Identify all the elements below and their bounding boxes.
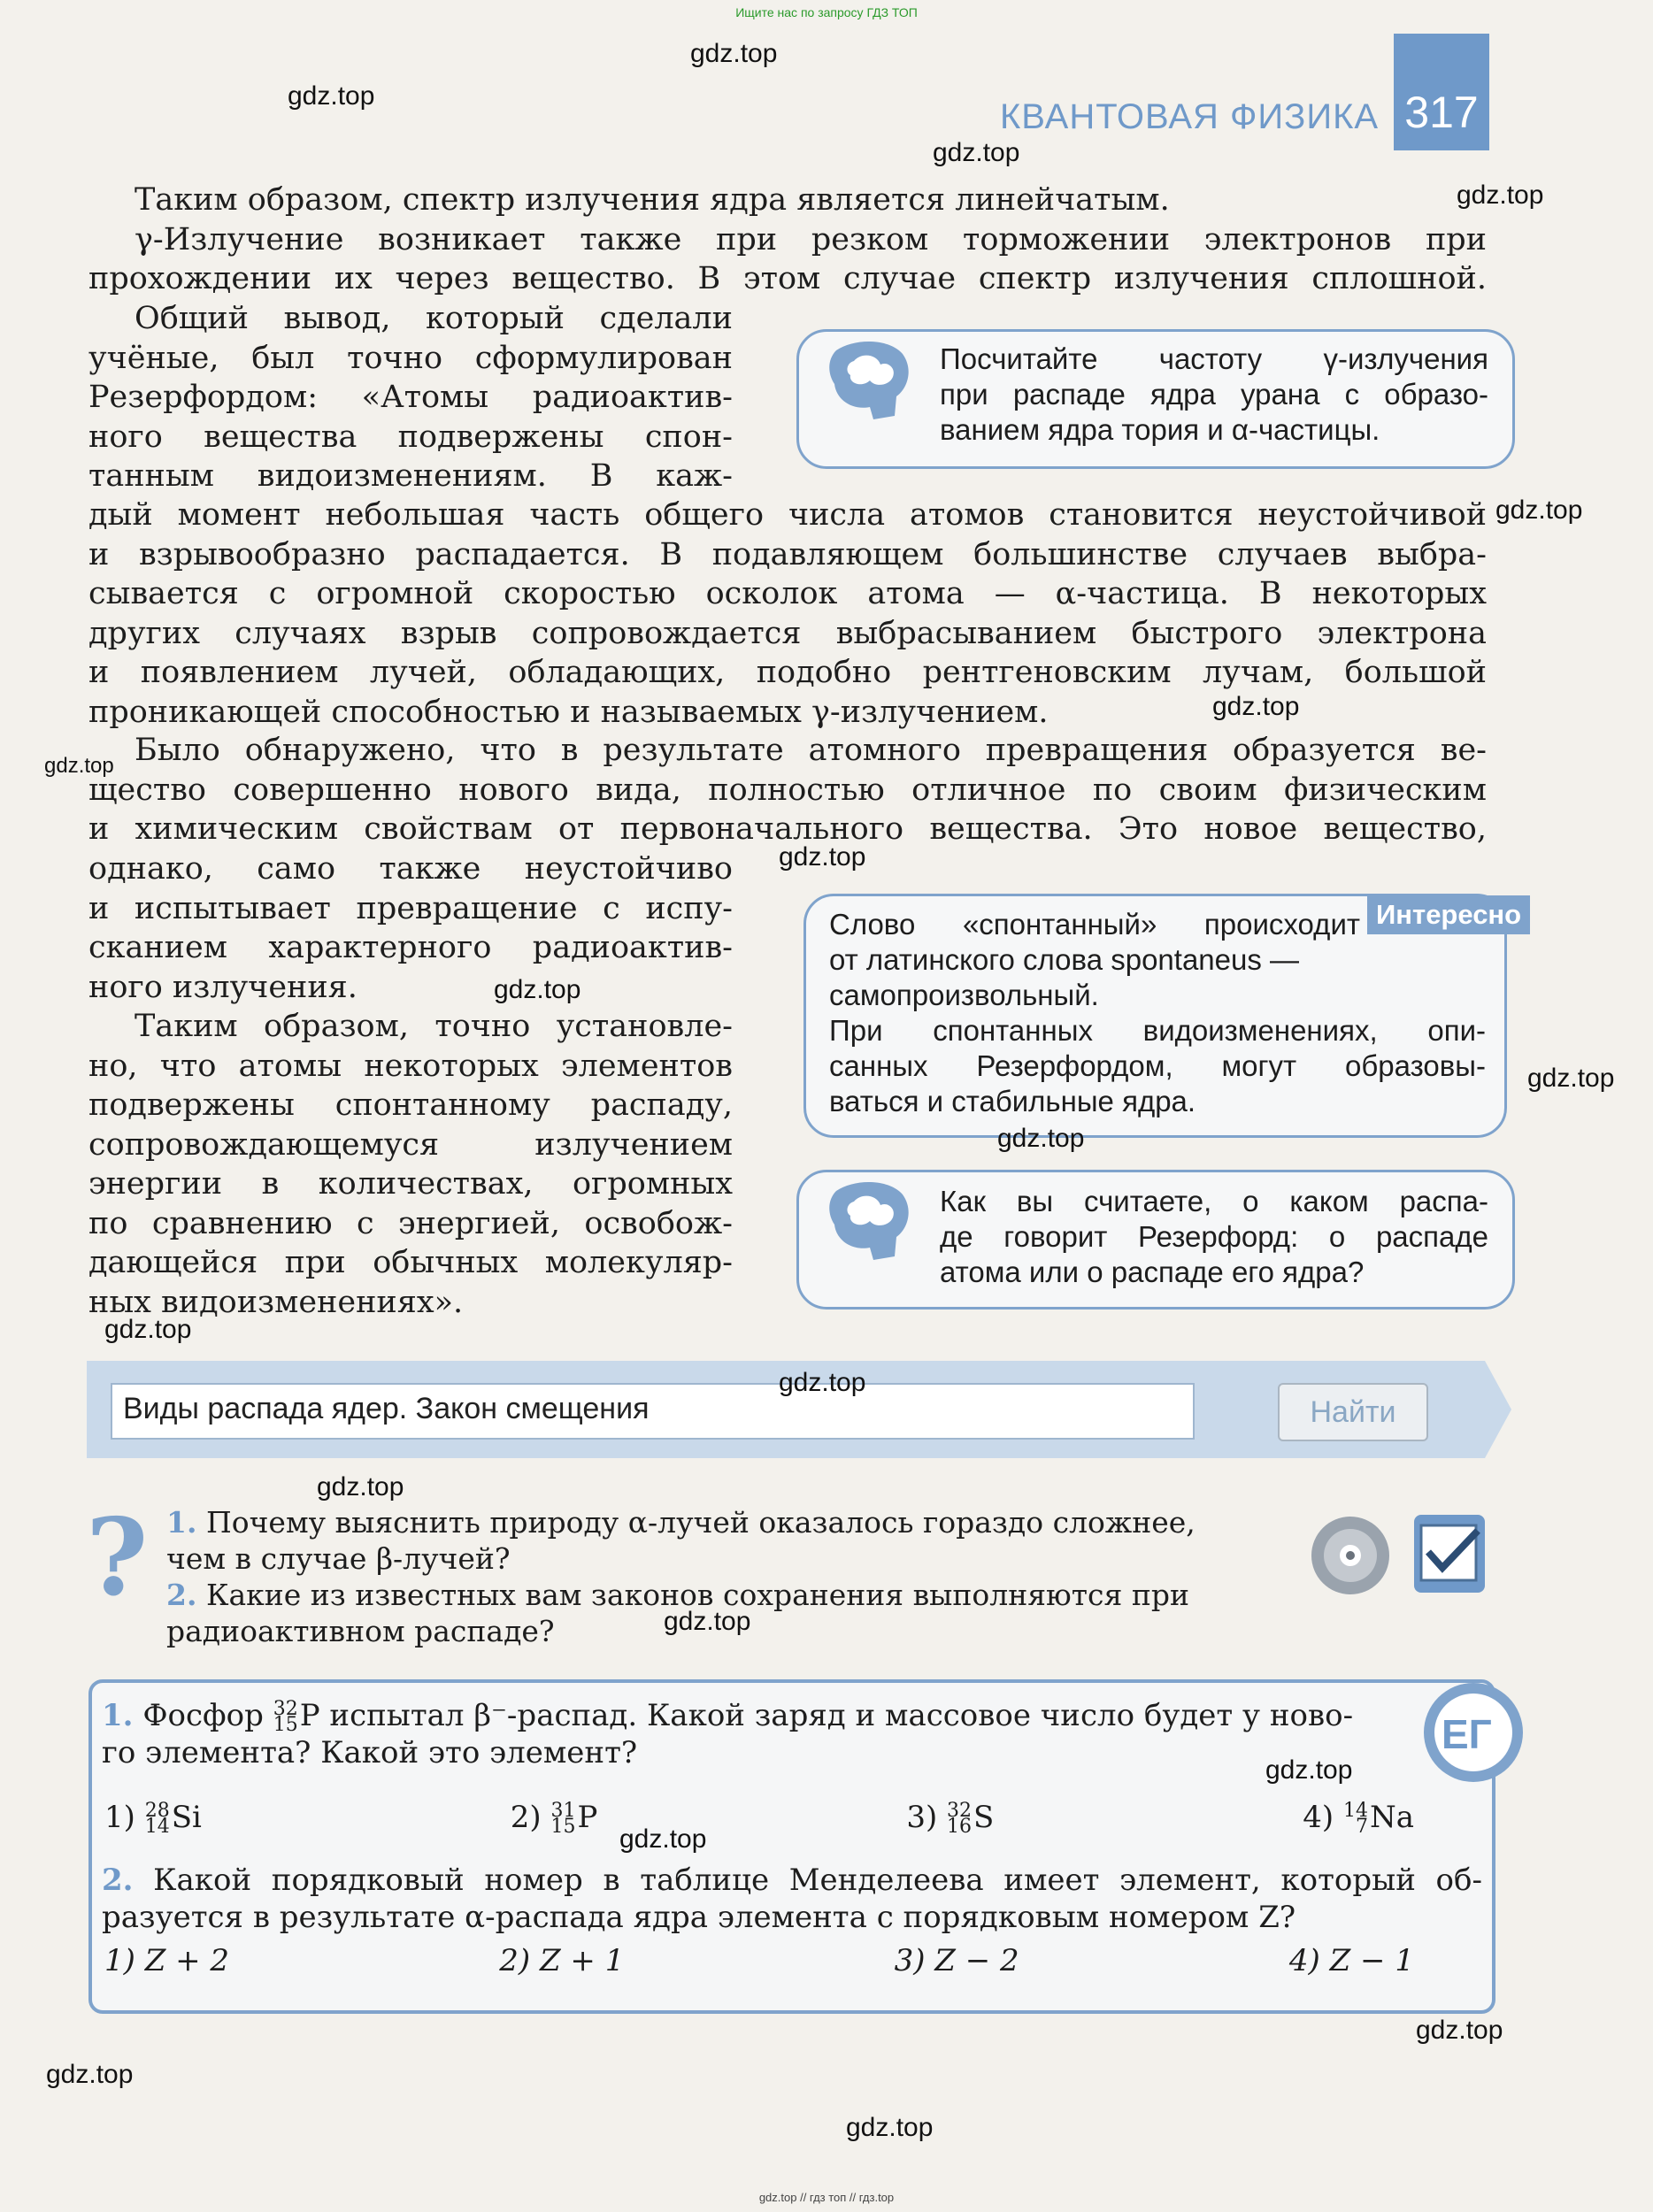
- text-line: ванием ядра тория и α-частицы.: [940, 413, 1380, 446]
- text-line: дый момент небольшая часть общего числа атомов становится неустойчивой: [88, 497, 1487, 533]
- question-text: чем в случае β-лучей?: [166, 1541, 511, 1576]
- test-options-1: [104, 1799, 1414, 1836]
- question-text: радиоактивном распаде?: [166, 1614, 555, 1648]
- text-line: самопроизвольный.: [829, 979, 1099, 1011]
- paragraph-2-narrow: [88, 299, 733, 496]
- text-line: учёные, был точно сформулирован: [88, 340, 733, 376]
- interesting-badge: Интересно: [1367, 895, 1530, 934]
- text-line: энергии в количествах, огромных: [88, 1166, 733, 1202]
- answer-option[interactable]: 3) 32 16S: [906, 1800, 995, 1838]
- search-button[interactable]: Найти: [1278, 1383, 1428, 1441]
- thinking-head-icon: [819, 1175, 918, 1274]
- answer-option[interactable]: 1) Z + 2: [104, 1943, 230, 1978]
- text-line: Было обнаружено, что в результате атомного превращения образуется ве-: [135, 733, 1487, 768]
- watermark: gdz.top: [1265, 1755, 1353, 1785]
- test-question-number: 1.: [102, 1698, 134, 1733]
- question-mark-icon: [84, 1504, 146, 1610]
- text-line: и появлением лучей, обладающих, подобно рентгеновским лучам, большой: [88, 655, 1487, 690]
- paragraph-3-wide: [88, 731, 1487, 849]
- watermark: gdz.top: [1457, 180, 1544, 210]
- question-text: Почему выяснить природу α-лучей оказалось гораздо сложнее,: [205, 1505, 1196, 1540]
- text-line: Посчитайте частоту γ-излучения: [940, 342, 1488, 375]
- text-line: танным видоизменениям. В каж-: [88, 458, 733, 494]
- text-line: дающейся при обычных молекуляр-: [88, 1245, 733, 1280]
- watermark: gdz.top: [933, 138, 1020, 167]
- paragraph-1: [88, 180, 1487, 299]
- text-line: сопровождающемуся излучением: [88, 1126, 733, 1163]
- answer-option[interactable]: 4) 14 7Na: [1303, 1800, 1414, 1838]
- test-question-line: [102, 1862, 1482, 1899]
- test-text: разуется в результате α-распада ядра элемента с порядковым номером Z?: [102, 1900, 1296, 1935]
- checklist-icon: [1412, 1513, 1487, 1594]
- text-line: ваться и стабильные ядра.: [829, 1085, 1196, 1118]
- watermark: gdz.top: [1495, 495, 1583, 525]
- text-line: прохождении их через вещество. В этом случае спектр излучения сплошной.: [88, 261, 1487, 296]
- text-line: щество совершенно нового вида, полностью отличное по своим физическим: [88, 772, 1487, 808]
- element-symbol: P: [299, 1698, 320, 1733]
- top-note: Ищите нас по запросу ГДЗ ТОП: [735, 5, 918, 19]
- text-line: Слово «спонтанный» происходит: [829, 908, 1360, 941]
- watermark: gdz.top: [1527, 1064, 1615, 1093]
- answer-option[interactable]: 3) Z − 2: [894, 1943, 1019, 1978]
- text-line: по сравнению с энергией, освобож-: [88, 1205, 733, 1241]
- thinking-head-icon: [819, 334, 918, 434]
- text-line: Как вы считаете, о каком распа-: [940, 1185, 1488, 1217]
- svg-text:ЕГ: ЕГ: [1442, 1711, 1492, 1757]
- text-line: атома или о распаде его ядра?: [940, 1256, 1365, 1288]
- question-item: [166, 1504, 1290, 1540]
- text-line: и взрывообразно распадается. В подавляющем большинстве случаев выбра-: [88, 536, 1487, 572]
- text-line: других случаях взрыв сопровождается выбрасыванием быстрого электрона: [88, 615, 1487, 651]
- test-options-2: [104, 1942, 1414, 1979]
- section-title: КВАНТОВАЯ ФИЗИКА: [1000, 97, 1380, 136]
- text-line: ных видоизменениях».: [88, 1284, 464, 1320]
- svg-text:?: ?: [86, 1504, 146, 1610]
- watermark: gdz.top: [1212, 692, 1300, 721]
- text-line: Общий вывод, который сделали: [135, 301, 733, 336]
- answer-option[interactable]: 2) Z + 1: [499, 1943, 625, 1978]
- text-line: от латинского слова spontaneus —: [829, 943, 1300, 976]
- text-line: и химическим свойствам от первоначального вещества. Это новое вещество,: [88, 811, 1487, 847]
- test-question-number: 2.: [102, 1863, 134, 1898]
- watermark: gdz.top: [779, 842, 866, 872]
- watermark: gdz.top: [494, 975, 581, 1004]
- watermark: gdz.top: [288, 81, 375, 111]
- text-line: де говорит Резерфорд: о распаде: [940, 1220, 1488, 1253]
- text-line: сывается с огромной скоростью осколок атома — α-частица. В некоторых: [88, 576, 1487, 611]
- text-line: Резерфордом: «Атомы радиоактив-: [88, 380, 733, 415]
- page-number: 317: [1404, 88, 1479, 137]
- paragraph-3-narrow: [88, 849, 733, 1007]
- text-line: однако, само также неустойчиво: [88, 851, 733, 887]
- watermark: gdz.top: [104, 1315, 192, 1344]
- watermark: gdz.top: [619, 1824, 707, 1854]
- interesting-box-text: [829, 907, 1486, 1119]
- nuclide-label: 32 15: [273, 1698, 298, 1736]
- test-question-line: [102, 1697, 1420, 1734]
- watermark: gdz.top: [690, 39, 778, 68]
- question-text: Какие из известных вам законов сохранения выполняются при: [205, 1578, 1189, 1612]
- watermark: gdz.top: [44, 754, 114, 778]
- test-text: Какой порядковый номер в таблице Менделеева имеет элемент, который об-: [153, 1863, 1482, 1898]
- watermark: gdz.top: [1416, 2016, 1503, 2045]
- text-line: но, что атомы некоторых элементов: [88, 1048, 733, 1084]
- text-line: ного вещества подвержены спон-: [88, 419, 733, 455]
- text-line: проникающей способностью и называемых γ-излучением.: [88, 694, 1049, 730]
- test-question-1: [102, 1697, 1420, 1771]
- task-box-1-text: [940, 342, 1488, 448]
- watermark: gdz.top: [779, 1368, 866, 1397]
- text-line: Таким образом, точно установле-: [135, 1009, 733, 1044]
- watermark: gdz.top: [317, 1472, 404, 1502]
- text-line: Таким образом, спектр излучения ядра является линейчатым.: [135, 182, 1170, 218]
- watermark: gdz.top: [846, 2113, 934, 2142]
- text-line: при распаде ядра урана с образо-: [940, 378, 1488, 411]
- watermark: gdz.top: [997, 1124, 1085, 1153]
- text-line: ного излучения.: [88, 969, 358, 1005]
- task-box-2-text: [940, 1184, 1488, 1290]
- search-input[interactable]: Виды распада ядер. Закон смещения: [111, 1383, 1195, 1440]
- bottom-note: gdz.top // гдз топ // гдз.top: [758, 2191, 895, 2204]
- watermark: gdz.top: [46, 2060, 134, 2089]
- answer-option[interactable]: 2) 31 15P: [510, 1800, 598, 1838]
- test-question-2: [102, 1862, 1482, 1936]
- question-number: 2.: [166, 1578, 197, 1612]
- paragraph-4: [88, 1007, 733, 1322]
- search-bar-arrow: [1485, 1361, 1511, 1458]
- text-line: сканием характерного радиоактив-: [88, 930, 733, 965]
- cd-icon: [1310, 1515, 1391, 1596]
- text-line: и испытывает превращение с испу-: [88, 890, 733, 926]
- text-line: санных Резерфордом, могут образовы-: [829, 1049, 1486, 1082]
- text-line: γ-Излучение возникает также при резком торможении электронов при: [135, 221, 1487, 257]
- ege-logo-icon: [1420, 1679, 1526, 1786]
- watermark: gdz.top: [664, 1607, 751, 1636]
- test-text: испытал β⁻-распад. Какой заряд и массовое число будет у ново-: [329, 1698, 1354, 1733]
- text-line: При спонтанных видоизменениях, опи-: [829, 1014, 1486, 1047]
- test-text: Фосфор: [142, 1698, 264, 1733]
- answer-option[interactable]: 1) 28 14Si: [104, 1800, 202, 1838]
- answer-option[interactable]: 4) Z − 1: [1288, 1943, 1414, 1978]
- text-line: подвержены спонтанному распаду,: [88, 1087, 733, 1123]
- question-number: 1.: [166, 1505, 197, 1540]
- test-text: го элемента? Какой это элемент?: [102, 1735, 638, 1770]
